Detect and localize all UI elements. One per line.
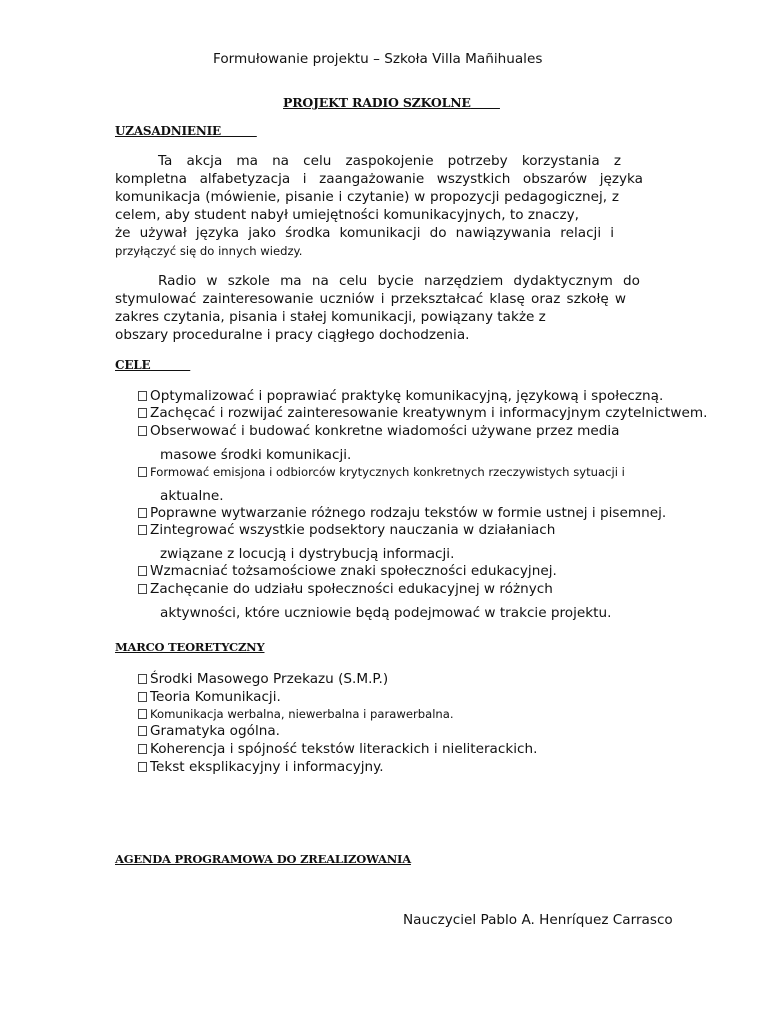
- list-item-text: Zachęcać i rozwijać zainteresowanie kreatywnym i informacyjnym czytelnictwem.: [150, 405, 708, 421]
- list-item-text: Poprawne wytwarzanie różnego rodzaju tekstów w formie ustnej i pisemnej.: [150, 505, 667, 521]
- heading-text: CELE: [115, 358, 151, 372]
- bullet-icon: [138, 408, 147, 418]
- list-item: [138, 423, 620, 440]
- document-header: Formułowanie projektu – Szkoła Villa Mañihuales: [213, 51, 543, 67]
- list-item-text: Zachęcanie do udziału społeczności edukacyjnej w różnych: [150, 581, 553, 597]
- bullet-icon: [138, 726, 147, 736]
- bullet-icon: [138, 744, 147, 754]
- list-item: [138, 671, 388, 688]
- list-item: [138, 723, 280, 740]
- paragraph-line: Ta akcja ma na celu zaspokojenie potrzeby korzystania z: [158, 153, 621, 169]
- section-heading-agenda: AGENDA PROGRAMOWA DO ZREALIZOWANIA: [115, 852, 411, 866]
- list-item-text: Środki Masowego Przekazu (S.M.P.): [150, 671, 389, 687]
- bullet-icon: [138, 467, 147, 477]
- bullet-icon: [138, 692, 147, 702]
- bullet-icon: [138, 709, 147, 719]
- bullet-icon: [138, 584, 147, 594]
- list-item-text: Wzmacniać tożsamościowe znaki społeczności edukacyjnej.: [150, 563, 557, 579]
- paragraph-line: Radio w szkole ma na celu bycie narzędziem dydaktycznym do: [158, 273, 640, 289]
- list-item-text: Gramatyka ogólna.: [150, 723, 280, 739]
- section-heading-cele: [115, 358, 190, 373]
- list-item: [138, 759, 384, 776]
- paragraph-line: zakres czytania, pisania i stałej komunikacji, powiązany także z: [115, 309, 546, 325]
- list-item-text: Koherencja i spójność tekstów literackich i nieliterackich.: [150, 741, 538, 757]
- paragraph-line: komunikacja (mówienie, pisanie i czytanie) w propozycji pedagogicznej, z: [115, 189, 619, 205]
- paragraph-line: kompletna alfabetyzacja i zaangażowanie wszystkich obszarów języka: [115, 171, 643, 187]
- list-item-text: Formować emisjona i odbiorców krytycznych konkretnych rzeczywistych sytuacji i: [150, 465, 625, 479]
- heading-text: UZASADNIENIE: [115, 124, 221, 138]
- bullet-icon: [138, 426, 147, 436]
- list-item-continuation: związane z locucją i dystrybucją informacji.: [160, 546, 455, 562]
- list-item: [138, 465, 625, 480]
- bullet-icon: [138, 508, 147, 518]
- list-item: [138, 581, 553, 598]
- list-item-continuation: aktualne.: [160, 488, 224, 504]
- paragraph-line: obszary proceduralne i pracy ciągłego dochodzenia.: [115, 327, 470, 343]
- section-heading-marco: MARCO TEORETYCZNY: [115, 640, 265, 654]
- paragraph-line: stymulować zainteresowanie uczniów i przekształcać klasę oraz szkołę w: [115, 291, 626, 307]
- list-item-text: Tekst eksplikacyjny i informacyjny.: [150, 759, 384, 775]
- paragraph-line: przyłączyć się do innych wiedzy.: [115, 244, 303, 258]
- title-text: PROJEKT RADIO SZKOLNE: [283, 95, 471, 110]
- list-item-text: Teoria Komunikacji.: [150, 689, 281, 705]
- list-item: [138, 522, 555, 539]
- bullet-icon: [138, 674, 147, 684]
- bullet-icon: [138, 525, 147, 535]
- list-item-text: Obserwować i budować konkretne wiadomości używane przez media: [150, 423, 620, 439]
- bullet-icon: [138, 762, 147, 772]
- list-item-continuation: masowe środki komunikacji.: [160, 447, 352, 463]
- list-item: [138, 505, 666, 522]
- teacher-signature: Nauczyciel Pablo A. Henríquez Carrasco: [403, 912, 673, 928]
- list-item: [138, 707, 454, 722]
- document-title: [283, 95, 500, 110]
- list-item: [138, 689, 281, 706]
- paragraph-line: że używał języka jako środka komunikacji do nawiązywania relacji i: [115, 225, 614, 241]
- bullet-icon: [138, 566, 147, 576]
- list-item-text: Optymalizować i poprawiać praktykę komunikacyjną, językową i społeczną.: [150, 388, 664, 404]
- paragraph-line: celem, aby student nabył umiejętności komunikacyjnych, to znaczy,: [115, 207, 579, 223]
- section-heading-uzasadnienie: [115, 124, 257, 139]
- list-item: [138, 405, 707, 422]
- list-item-continuation: aktywności, które uczniowie będą podejmować w trakcie projektu.: [160, 605, 612, 621]
- list-item-text: Komunikacja werbalna, niewerbalna i parawerbalna.: [150, 707, 454, 721]
- list-item: [138, 741, 537, 758]
- list-item-text: Zintegrować wszystkie podsektory nauczania w działaniach: [150, 522, 556, 538]
- list-item: [138, 388, 663, 405]
- bullet-icon: [138, 391, 147, 401]
- list-item: [138, 563, 557, 580]
